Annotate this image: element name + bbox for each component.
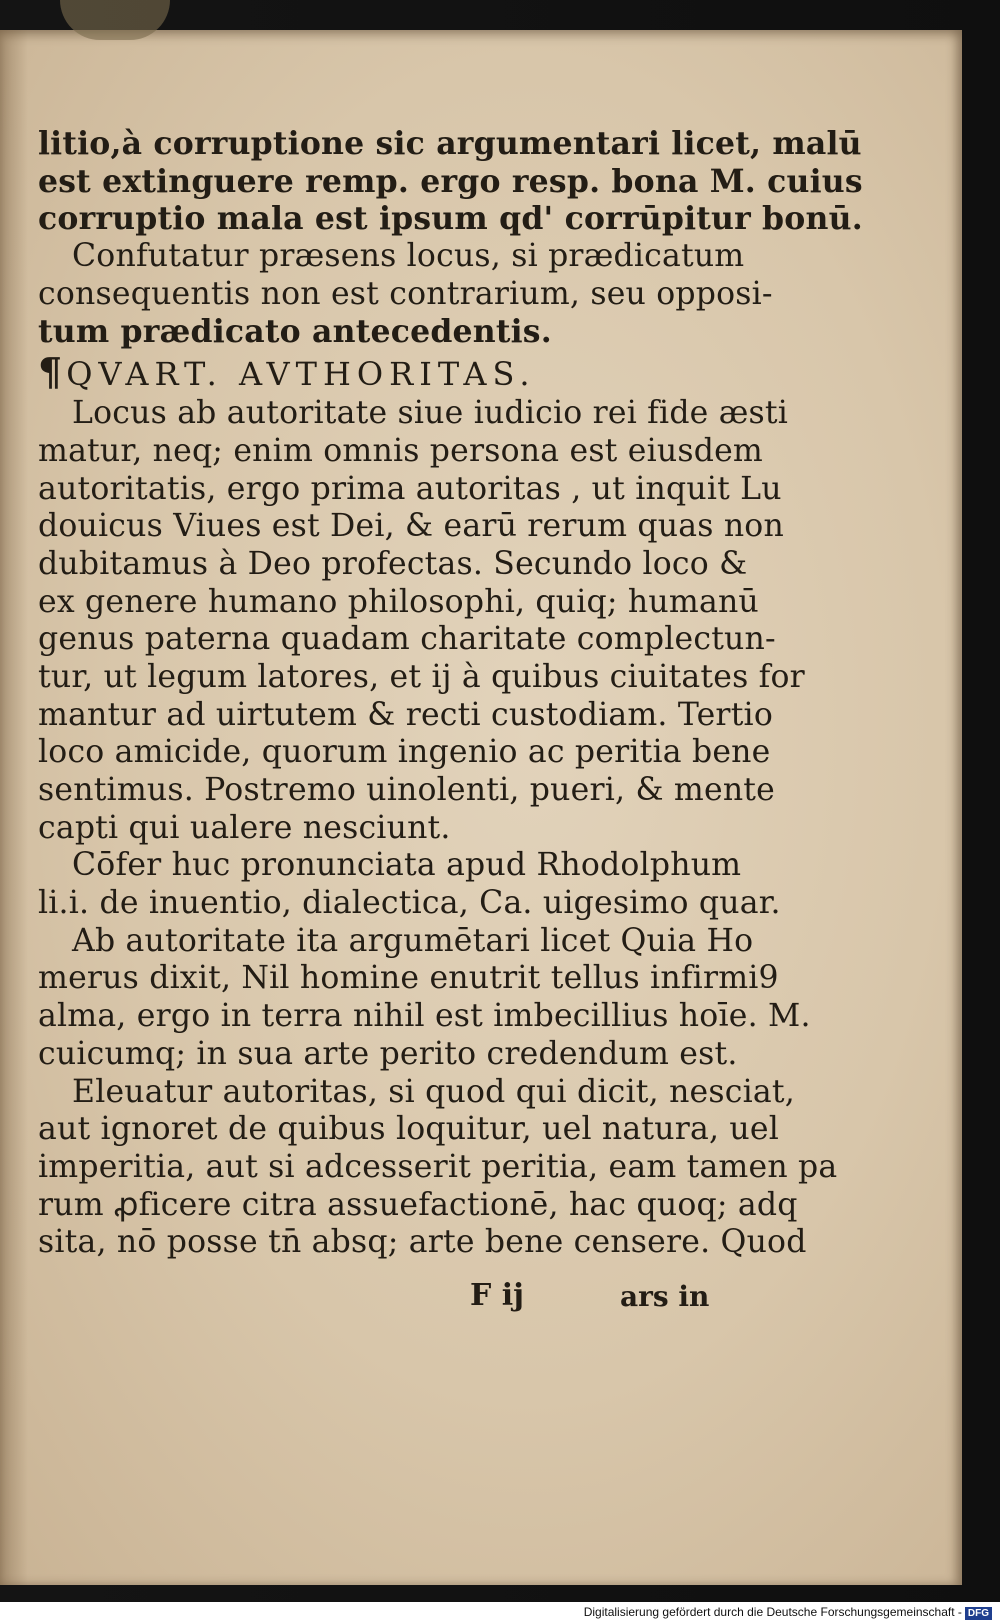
text-line: litio,à corruptione sic argumentari licet, malū [38,125,862,162]
heading-text: QVART. AVTHORITAS. [66,355,536,394]
book-page [0,30,962,1585]
text-line: corruptio mala est ipsum qd' corrūpitur bonū. [38,200,863,238]
page-stain [60,0,170,40]
text-line: li.i. de inuentio, dialectica, Ca. uigesimo quar. [38,885,781,922]
page-text [38,125,863,1262]
text-line: tur, ut legum latores, et ij à quibus ciuitates for [38,658,805,695]
text-line: sentimus. Postremo uinolenti, pueri, & mente [38,772,776,808]
text-line: douicus Viues est Dei, & earū rerum quas non [38,508,784,545]
paragraph-confutatur [38,125,863,351]
text-line: rum ꝓficere citra assuefactionē, hac quoq; adq [38,1186,798,1223]
text-line: consequentis non est contrarium, seu opposi- [38,275,773,312]
section-heading [38,349,738,395]
text-line: Confutatur præsens locus, si prædicatum [72,238,745,275]
paragraph-autoritas [38,395,838,1262]
text-line: tum prædicato antecedentis. [38,313,552,351]
text-line: alma, ergo in terra nihil est imbecillius hoīe. M. [38,998,811,1035]
credit-bar [0,1602,1000,1624]
text-line: aut ignoret de quibus loquitur, uel natura, uel [38,1111,780,1148]
text-line: imperitia, aut si adcesserit peritia, eam tamen pa [38,1148,838,1185]
text-line: dubitamus à Deo profectas. Secundo loco & [38,545,748,582]
text-line: Cōfer huc pronunciata apud Rhodolphum [72,847,742,884]
credit-text-wrap [584,1605,992,1620]
text-line: capti qui ualere nesciunt. [38,809,451,846]
text-line: loco amicide, quorum ingenio ac peritia bene [38,734,771,771]
text-line: sita, nō posse tn̄ absq; arte bene censere. Quod [38,1224,807,1261]
catchword: ars in [620,1280,710,1313]
text-line: est extinguere remp. ergo resp. bona M. cuius [38,162,863,200]
text-line: cuicumq; in sua arte perito credendum est. [38,1035,738,1072]
signature-mark: F ij [470,1278,524,1313]
text-line: Locus ab autoritate siue iudicio rei fide æsti [72,395,789,432]
pilcrow-icon: ¶ [38,349,63,395]
credit-text: Digitalisierung gefördert durch die Deutsche Forschungsgemeinschaft - [583,1605,962,1619]
text-line: matur, neq; enim omnis persona est eiusdem [38,432,763,469]
text-line: genus paterna quadam charitate complectun- [38,621,776,658]
text-line: Eleuatur autoritas, si quod qui dicit, nesciat, [72,1073,795,1110]
text-line: autoritatis, ergo prima autoritas , ut inquit Lu [38,470,782,507]
text-line: Ab autoritate ita argumētari licet Quia Ho [72,922,754,959]
text-line: ex genere humano philosophi, quiq; humanū [38,583,759,620]
page-footer [470,1278,740,1318]
text-line: mantur ad uirtutem & recti custodiam. Tertio [38,696,773,733]
text-line: merus dixit, Nil homine enutrit tellus infirmi9 [38,960,779,997]
dfg-logo: DFG [965,1607,992,1620]
